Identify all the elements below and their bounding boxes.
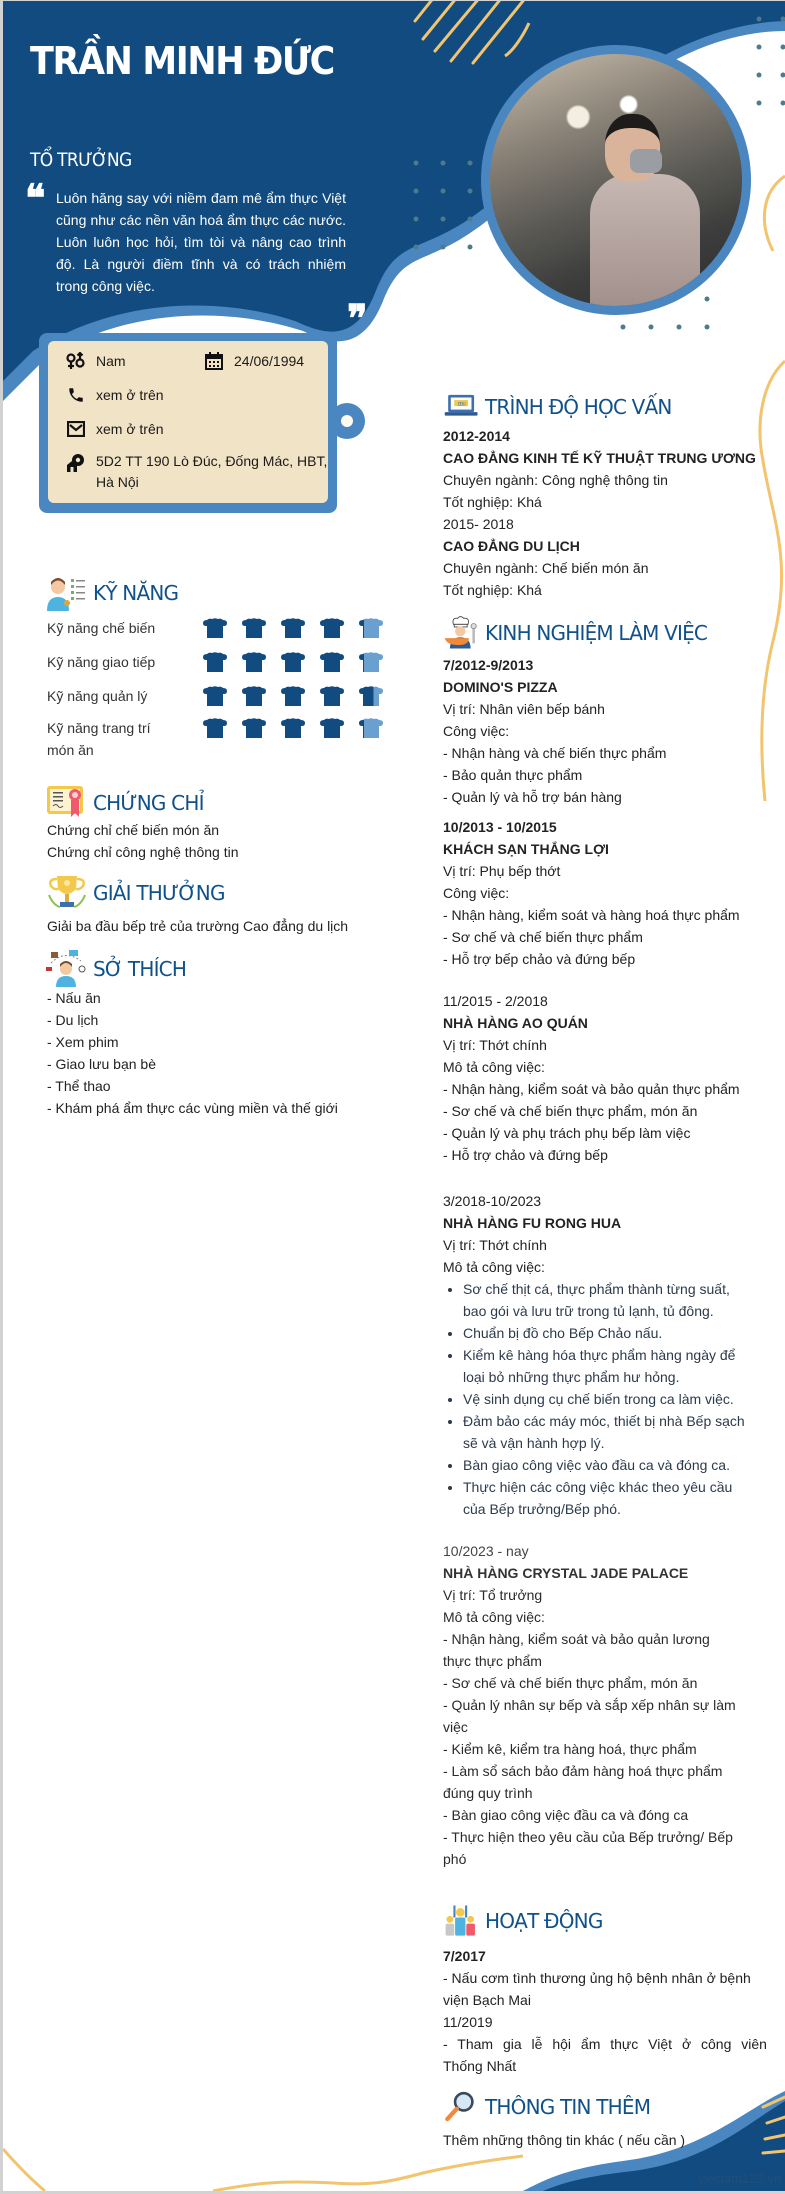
activity-line: - Nấu cơm tình thương ủng hộ bệnh nhân ở bệnh bbox=[443, 1970, 751, 1986]
skills-person-icon bbox=[45, 573, 89, 613]
job-duty: • Chuẩn bị đồ cho Bếp Chảo nấu. bbox=[463, 1322, 753, 1344]
candidate-role: TỔ TRƯỞNG bbox=[30, 149, 132, 171]
job-period: 3/2018-10/2023 bbox=[443, 1193, 542, 1209]
job-duties-label: Công việc: bbox=[443, 885, 510, 901]
job-duties-label: Mô tả công việc: bbox=[443, 1259, 545, 1275]
address-line-2: Hà Nội bbox=[96, 474, 139, 490]
skill-label: Kỹ năng quản lý bbox=[47, 688, 148, 704]
extra-title: THÔNG TIN THÊM bbox=[485, 2095, 651, 2119]
chef-cooking-icon bbox=[443, 613, 481, 653]
job-position: Vị trí: Thớt chính bbox=[443, 1237, 547, 1253]
quote-close-icon: ❝ bbox=[347, 280, 368, 325]
job-duties-label: Công việc: bbox=[443, 723, 510, 739]
gender-value: Nam bbox=[96, 353, 126, 369]
chef-hat-icon bbox=[320, 652, 344, 672]
certificate-icon bbox=[45, 783, 89, 823]
hobby-item: - Xem phim bbox=[47, 1034, 119, 1050]
email-value: xem ở trên bbox=[96, 421, 164, 437]
hobby-item: - Khám phá ẩm thực các vùng miền và thế giới bbox=[47, 1100, 338, 1116]
chef-hat-icon bbox=[320, 618, 344, 638]
hobbies-title: SỞ THÍCH bbox=[93, 957, 187, 981]
job-duty: - Làm sổ sách bảo đảm hàng hoá thực phẩm bbox=[443, 1763, 723, 1779]
job-position: Vị trí: Tổ trưởng bbox=[443, 1587, 543, 1603]
profile-photo bbox=[481, 45, 751, 315]
job-company: NHÀ HÀNG CRYSTAL JADE PALACE bbox=[443, 1565, 689, 1581]
gender-icon bbox=[65, 351, 87, 371]
certificates-title: CHỨNG CHỈ bbox=[93, 791, 204, 815]
candidate-name: TRẦN MINH ĐỨC bbox=[30, 39, 334, 83]
job-entry bbox=[443, 816, 740, 970]
job-company: KHÁCH SẠN THẮNG LỢI bbox=[443, 841, 609, 857]
awards-list bbox=[47, 915, 348, 937]
job-duty: - Hỗ trợ chảo và đứng bếp bbox=[443, 1147, 608, 1163]
skill-label: Kỹ năng trang trí bbox=[47, 720, 151, 736]
birthday-value: 24/06/1994 bbox=[234, 353, 305, 369]
chef-hat-icon bbox=[359, 652, 383, 672]
certificates-section-title bbox=[45, 783, 204, 823]
group-people-icon bbox=[443, 1901, 481, 1941]
chef-hat-icon bbox=[359, 686, 383, 706]
job-position: Vị trí: Phụ bếp thớt bbox=[443, 863, 561, 879]
chef-hat-icon bbox=[281, 686, 305, 706]
education-period: 2012-2014 bbox=[443, 428, 510, 444]
activities-list bbox=[443, 1945, 767, 2077]
hobby-item: - Du lịch bbox=[47, 1012, 99, 1028]
contact-email bbox=[65, 419, 164, 440]
contact-birthday bbox=[203, 351, 304, 372]
job-period: 7/2012-9/2013 bbox=[443, 657, 534, 673]
chef-hat-icon bbox=[242, 718, 266, 738]
job-duties-label: Mô tả công việc: bbox=[443, 1609, 545, 1625]
job-duty: - Hỗ trợ bếp chảo và đứng bếp bbox=[443, 951, 636, 967]
job-duty: • Đảm bảo các máy móc, thiết bị nhà Bếp sạch sẽ và vận hành hợp lý. bbox=[463, 1410, 753, 1454]
certificate-item: Chứng chỉ chế biến món ăn bbox=[47, 822, 220, 838]
job-position: Vị trí: Nhân viên bếp bánh bbox=[443, 701, 605, 717]
phone-icon bbox=[65, 385, 87, 405]
chef-hat-icon bbox=[281, 652, 305, 672]
skills-section-title bbox=[45, 573, 178, 613]
education-major: Chuyên ngành: Chế biến món ăn bbox=[443, 560, 649, 576]
job-duty: - Sơ chế và chế biến thực phẩm, món ăn bbox=[443, 1675, 698, 1691]
education-grade: Tốt nghiệp: Khá bbox=[443, 582, 542, 598]
job-duty: • Sơ chế thịt cá, thực phẩm thành từng suất, bao gói và lưu trữ trong tủ lạnh, tủ đông. bbox=[463, 1278, 753, 1322]
career-summary: Luôn hăng say với niềm đam mê ẩm thực Việt cũng như các nền văn hoá ẩm thực các nước. Luôn luôn học hỏi, tìm tòi và nâng cao trình độ. Là người điềm tĩnh và có trách nhiệm trong công việc. bbox=[56, 190, 346, 294]
hobby-item: - Giao lưu bạn bè bbox=[47, 1056, 156, 1072]
activities-section-title bbox=[443, 1901, 603, 1941]
chef-hat-icon bbox=[203, 718, 227, 738]
job-duty: - Bảo quản thực phẩm bbox=[443, 767, 583, 783]
skill-row bbox=[47, 717, 151, 761]
contact-phone bbox=[65, 385, 164, 406]
education-school: CAO ĐẲNG DU LỊCH bbox=[443, 538, 580, 554]
education-grade: Tốt nghiệp: Khá bbox=[443, 494, 542, 510]
awards-title: GIẢI THƯỞNG bbox=[93, 881, 225, 905]
job-period: 10/2023 - nay bbox=[443, 1543, 529, 1559]
activity-line: Thống Nhất bbox=[443, 2058, 517, 2074]
job-duty: - Quản lý và phụ trách phụ bếp làm việc bbox=[443, 1125, 691, 1141]
activity-line: viện Bạch Mai bbox=[443, 1992, 531, 2008]
watermark: vieclam123.vn bbox=[698, 2171, 782, 2186]
job-duty: - Nhận hàng, kiểm soát và hàng hoá thực phẩm bbox=[443, 907, 740, 923]
job-position: Vị trí: Thớt chính bbox=[443, 1037, 547, 1053]
chef-hat-icon bbox=[203, 618, 227, 638]
laptop-edu-icon bbox=[443, 387, 481, 427]
job-duty: - Quản lý nhân sự bếp và sắp xếp nhân sự làm bbox=[443, 1697, 736, 1713]
chef-hat-icon bbox=[320, 686, 344, 706]
address-value bbox=[96, 451, 327, 493]
phone-value: xem ở trên bbox=[96, 387, 164, 403]
skill-row bbox=[47, 617, 155, 639]
contact-gender bbox=[65, 351, 126, 372]
calendar-icon bbox=[203, 351, 225, 371]
chef-hat-icon bbox=[320, 718, 344, 738]
extra-text: Thêm những thông tin khác ( nếu cần ) bbox=[443, 2132, 686, 2148]
hobbies-list bbox=[47, 987, 338, 1119]
award-item: Giải ba đầu bếp trẻ của trường Cao đẳng du lịch bbox=[47, 918, 349, 934]
activity-line: 7/2017 bbox=[443, 1948, 486, 1964]
education-section-title bbox=[443, 387, 672, 427]
skill-row bbox=[47, 685, 147, 707]
skill-rating bbox=[203, 652, 383, 672]
job-entry bbox=[443, 654, 666, 808]
skill-row bbox=[47, 651, 155, 673]
skills-title: KỸ NĂNG bbox=[93, 581, 179, 605]
photo-chef-mask bbox=[630, 149, 662, 173]
skill-label: Kỹ năng giao tiếp bbox=[47, 654, 156, 670]
chef-hat-icon bbox=[242, 686, 266, 706]
activities-title: HOẠT ĐỘNG bbox=[485, 1909, 603, 1933]
job-company: NHÀ HÀNG FU RONG HUA bbox=[443, 1215, 622, 1231]
hobbies-section-title bbox=[45, 949, 186, 989]
job-duty: - Sơ chế và chế biến thực phẩm bbox=[443, 929, 643, 945]
chef-hat-icon bbox=[359, 618, 383, 638]
job-company: NHÀ HÀNG AO QUÁN bbox=[443, 1015, 588, 1031]
job-duty: việc bbox=[443, 1719, 468, 1735]
quote-open-icon: ❝ bbox=[25, 175, 46, 220]
education-title: TRÌNH ĐỘ HỌC VẤN bbox=[485, 395, 672, 419]
svg-text:.EDU: .EDU bbox=[457, 402, 466, 408]
experience-title: KINH NGHIỆM LÀM VIỆC bbox=[485, 621, 708, 645]
chef-hat-icon bbox=[203, 652, 227, 672]
job-duty: - Thực hiện theo yêu cầu của Bếp trưởng/ Bếp bbox=[443, 1829, 733, 1845]
photo-chef-body bbox=[590, 174, 700, 315]
envelope-icon bbox=[65, 419, 87, 439]
awards-section-title bbox=[45, 873, 225, 913]
activity-line: 11/2019 bbox=[443, 2014, 493, 2030]
chef-hat-icon bbox=[242, 652, 266, 672]
job-company: DOMINO'S PIZZA bbox=[443, 679, 558, 695]
job-entry bbox=[443, 1540, 736, 1870]
education-list bbox=[443, 425, 756, 601]
trophy-icon bbox=[45, 873, 89, 913]
job-duty: • Bàn giao công việc vào đầu ca và đóng ca. bbox=[463, 1454, 753, 1476]
job-duty: - Quản lý và hỗ trợ bán hàng bbox=[443, 789, 622, 805]
job-duty: - Nhận hàng, kiểm soát và bảo quản lương bbox=[443, 1631, 710, 1647]
chef-hat-icon bbox=[203, 686, 227, 706]
skill-rating bbox=[203, 718, 383, 738]
skill-rating bbox=[203, 618, 383, 638]
extra-section-title bbox=[443, 2087, 650, 2127]
job-duty: phó bbox=[443, 1851, 467, 1867]
contact-address bbox=[65, 451, 327, 493]
chef-hat-icon bbox=[242, 618, 266, 638]
experience-section-title bbox=[443, 613, 707, 653]
certificate-item: Chứng chỉ công nghệ thông tin bbox=[47, 844, 239, 860]
job-duty: đúng quy trình bbox=[443, 1785, 533, 1801]
job-duty: - Kiểm kê, kiểm tra hàng hoá, thực phẩm bbox=[443, 1741, 697, 1757]
contact-card-handle bbox=[329, 403, 365, 439]
activity-line: - Tham gia lễ hội ẩm thực Việt ở công viên bbox=[443, 2036, 767, 2052]
job-duty: - Nhận hàng và chế biến thực phẩm bbox=[443, 745, 667, 761]
job-duties-label: Mô tả công việc: bbox=[443, 1059, 545, 1075]
job-entry bbox=[443, 1190, 753, 1520]
job-duty: • Kiểm kê hàng hóa thực phẩm hàng ngày để loại bỏ những thực phẩm hư hỏng. bbox=[463, 1344, 753, 1388]
hobby-item: - Thể thao bbox=[47, 1078, 111, 1094]
skill-label: Kỹ năng chế biến bbox=[47, 620, 156, 636]
address-line-1: 5D2 TT 190 Lò Đúc, Đống Mác, HBT, bbox=[96, 453, 328, 469]
job-duties-list bbox=[443, 1278, 753, 1520]
education-school: CAO ĐẲNG KINH TẾ KỸ THUẬT TRUNG ƯƠNG bbox=[443, 450, 756, 466]
job-duty: - Bàn giao công việc đầu ca và đóng ca bbox=[443, 1807, 689, 1823]
job-period: 10/2013 - 10/2015 bbox=[443, 819, 557, 835]
job-duty: • Thực hiện các công việc khác theo yêu cầu của Bếp trưởng/Bếp phó. bbox=[463, 1476, 753, 1520]
job-duty: - Nhận hàng, kiểm soát và bảo quản thực phẩm bbox=[443, 1081, 740, 1097]
education-period: 2015- 2018 bbox=[443, 516, 514, 532]
cv-page bbox=[3, 1, 785, 2191]
skill-rating bbox=[203, 686, 383, 706]
hobby-item: - Nấu ăn bbox=[47, 990, 101, 1006]
magnifier-icon bbox=[443, 2087, 481, 2127]
job-duty: • Vệ sinh dụng cụ chế biến trong ca làm việc. bbox=[463, 1388, 753, 1410]
job-duty: thực thực phẩm bbox=[443, 1653, 542, 1669]
job-duty: - Sơ chế và chế biến thực phẩm, món ăn bbox=[443, 1103, 698, 1119]
chef-hat-icon bbox=[281, 618, 305, 638]
education-major: Chuyên ngành: Công nghệ thông tin bbox=[443, 472, 668, 488]
home-location-icon bbox=[65, 453, 87, 473]
skill-label-cont: món ăn bbox=[47, 742, 94, 758]
job-period: 11/2015 - 2/2018 bbox=[443, 993, 548, 1009]
job-entry bbox=[443, 990, 740, 1166]
hobbies-person-icon bbox=[45, 949, 89, 989]
chef-hat-icon bbox=[281, 718, 305, 738]
certificates-list bbox=[47, 819, 239, 863]
chef-hat-icon bbox=[359, 718, 383, 738]
